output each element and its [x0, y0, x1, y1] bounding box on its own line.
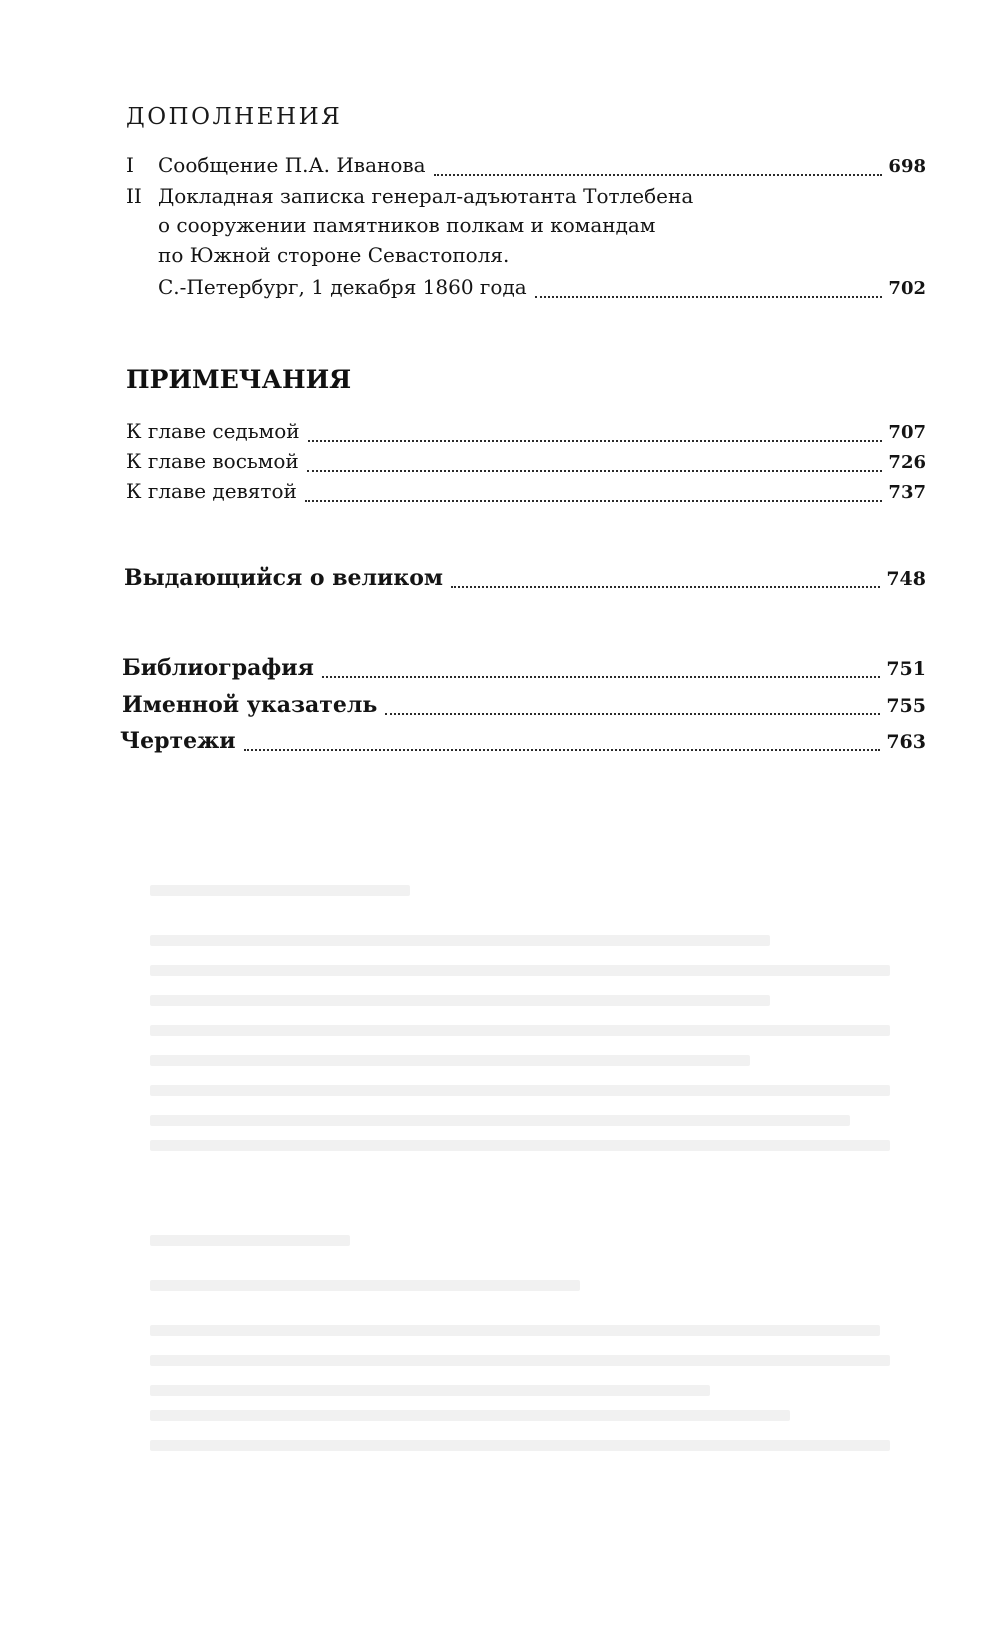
- dot-leader: [305, 500, 883, 502]
- page-number: 763: [886, 731, 926, 753]
- entry-title-line-1: Докладная записка генерал-адъютанта Тотлебена: [158, 184, 694, 208]
- dot-leader: [308, 440, 883, 442]
- supplements-heading: ДОПОЛНЕНИЯ: [126, 104, 343, 130]
- dot-leader: [322, 676, 881, 678]
- dot-leader: [307, 470, 883, 472]
- toc-entry-note-9[interactable]: [126, 476, 926, 508]
- entry-title-line-3: по Южной стороне Севастополя.: [158, 243, 510, 267]
- entry-title: Чертежи: [120, 728, 236, 754]
- entry-title: Библиография: [122, 655, 314, 681]
- entry-title: Сообщение П.А. Иванова: [158, 153, 426, 177]
- page-number: 726: [888, 452, 926, 473]
- entry-title: К главе восьмой: [126, 449, 299, 473]
- dot-leader: [535, 296, 883, 298]
- entry-title: Именной указатель: [122, 692, 378, 718]
- page-number: 748: [886, 568, 926, 590]
- entry-last-line: [158, 272, 926, 304]
- dot-leader: [244, 749, 881, 751]
- toc-entry-note-8[interactable]: [126, 446, 926, 478]
- roman-numeral: I: [126, 153, 134, 177]
- toc-entry-name-index[interactable]: [122, 690, 926, 721]
- dot-leader: [451, 586, 880, 588]
- page-number: 702: [888, 278, 926, 299]
- toc-entry-note-7[interactable]: [126, 416, 926, 448]
- page-number: 755: [886, 695, 926, 717]
- entry-title: К главе девятой: [126, 479, 297, 503]
- entry-title: К главе седьмой: [126, 419, 300, 443]
- toc-entry-drawings[interactable]: [120, 726, 926, 757]
- entry-title-line-4: С.-Петербург, 1 декабря 1860 года: [158, 275, 527, 299]
- page-number: 707: [888, 422, 926, 443]
- page-number: 751: [886, 658, 926, 680]
- entry-title: Выдающийся о великом: [124, 565, 443, 591]
- dot-leader: [434, 174, 883, 176]
- toc-entry-bibliography[interactable]: [122, 653, 926, 684]
- notes-heading: ПРИМЕЧАНИЯ: [126, 365, 352, 394]
- toc-entry-essay[interactable]: [124, 563, 926, 594]
- toc-entry-supplement-1[interactable]: [126, 150, 926, 182]
- page-number: 737: [888, 482, 926, 503]
- entry-title-line-2: о сооружении памятников полкам и командам: [158, 213, 656, 237]
- dot-leader: [385, 713, 880, 715]
- page-number: 698: [888, 156, 926, 177]
- roman-numeral: II: [126, 184, 142, 208]
